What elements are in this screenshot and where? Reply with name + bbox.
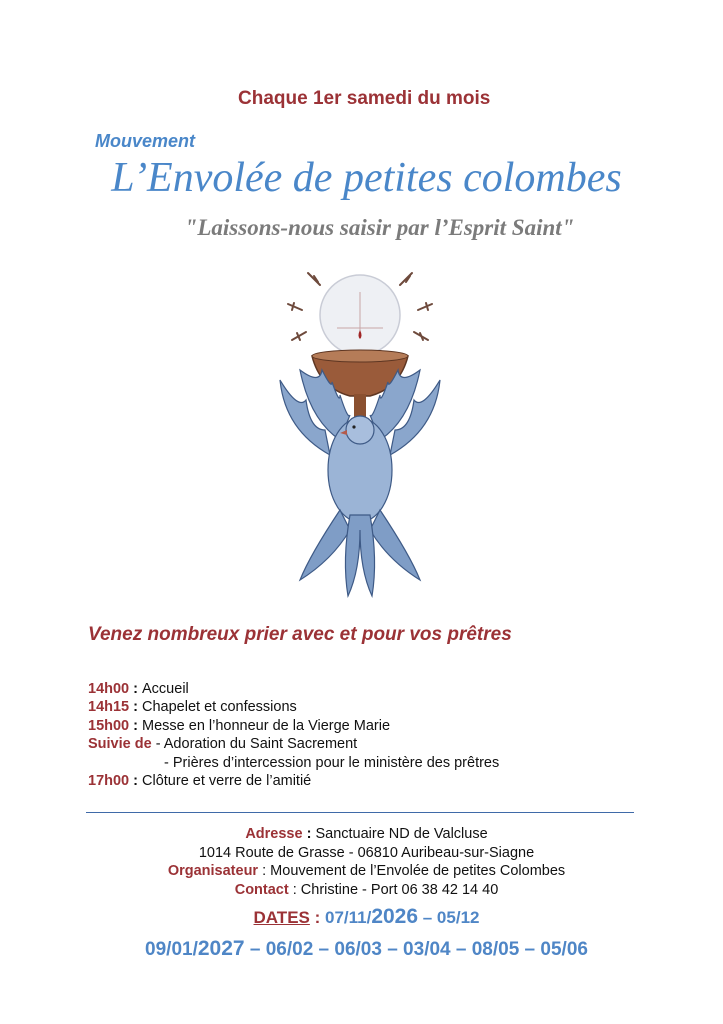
schedule-item [88, 680, 499, 698]
info-block [0, 825, 723, 899]
schedule-text: Chapelet et confessions [142, 699, 297, 716]
schedule-separator: : [129, 773, 143, 790]
address-line-2: 1014 Route de Grasse - 06810 Auribeau-sur-Siagne [198, 844, 535, 861]
contact-separator: : [288, 881, 301, 898]
divider [86, 812, 634, 813]
schedule-separator: : [129, 699, 143, 716]
subtitle-quote: "Laissons-nous saisir par l’Esprit Saint" [184, 215, 575, 240]
organizer-label: Organisateur [167, 863, 259, 880]
date-year: 2026 [371, 905, 419, 928]
address-value: Sanctuaire ND de Valcluse [315, 826, 488, 842]
schedule-time: Suivie de [88, 736, 152, 753]
organizer-separator: : [258, 863, 271, 880]
page-title: L’Envolée de petites colombes [111, 155, 622, 201]
address-separator: : [302, 826, 316, 842]
contact-label: Contact [234, 881, 289, 898]
address-line [10, 825, 723, 844]
schedule-text: Adoration du Saint Sacrement [163, 736, 358, 753]
schedule-list [88, 680, 499, 790]
schedule-separator: : [129, 681, 143, 697]
dove-with-chalice-and-host-icon [270, 270, 450, 600]
invitation-text: Venez nombreux prier avec et pour vos prêtres [88, 624, 512, 645]
dates-line-2 [0, 937, 723, 961]
contact-line [10, 881, 723, 900]
schedule-item [88, 772, 499, 790]
schedule-text: Clôture et verre de l’amitié [142, 773, 312, 790]
organizer-line [10, 862, 723, 881]
schedule-item [88, 717, 499, 735]
schedule-item [88, 698, 499, 716]
dates-separator: : [309, 908, 325, 927]
dates-label: DATES [253, 908, 310, 927]
schedule-item [88, 754, 499, 772]
schedule-text: Accueil [142, 681, 189, 697]
frequency-line: Chaque 1er samedi du mois [238, 88, 491, 109]
date-value: – 05/12 [418, 908, 480, 927]
schedule-separator: : [129, 717, 143, 734]
contact-value: Christine - Port 06 38 42 14 40 [300, 881, 499, 898]
schedule-separator: - [151, 736, 164, 753]
schedule-text: Messe en l’honneur de la Vierge Marie [142, 717, 391, 734]
movement-label: Mouvement [95, 131, 196, 151]
date-value: 09/01/ [145, 939, 198, 960]
date-value: 07/11/ [324, 908, 372, 927]
organizer-value: Mouvement de l’Envolée de petites Colombes [270, 863, 566, 880]
schedule-time: 14h00 [88, 681, 130, 697]
schedule-time: 15h00 [88, 717, 130, 734]
schedule-item [88, 735, 499, 753]
address-label: Adresse [245, 826, 303, 842]
schedule-time: 14h15 [88, 699, 130, 716]
date-value: – 06/02 – 06/03 – 03/04 – 08/05 – 05/06 [244, 939, 588, 960]
date-year: 2027 [197, 937, 245, 960]
dates-line [0, 905, 723, 929]
schedule-text: - Prières d’intercession pour le ministère des prêtres [164, 754, 500, 771]
schedule-time: 17h00 [88, 773, 130, 790]
